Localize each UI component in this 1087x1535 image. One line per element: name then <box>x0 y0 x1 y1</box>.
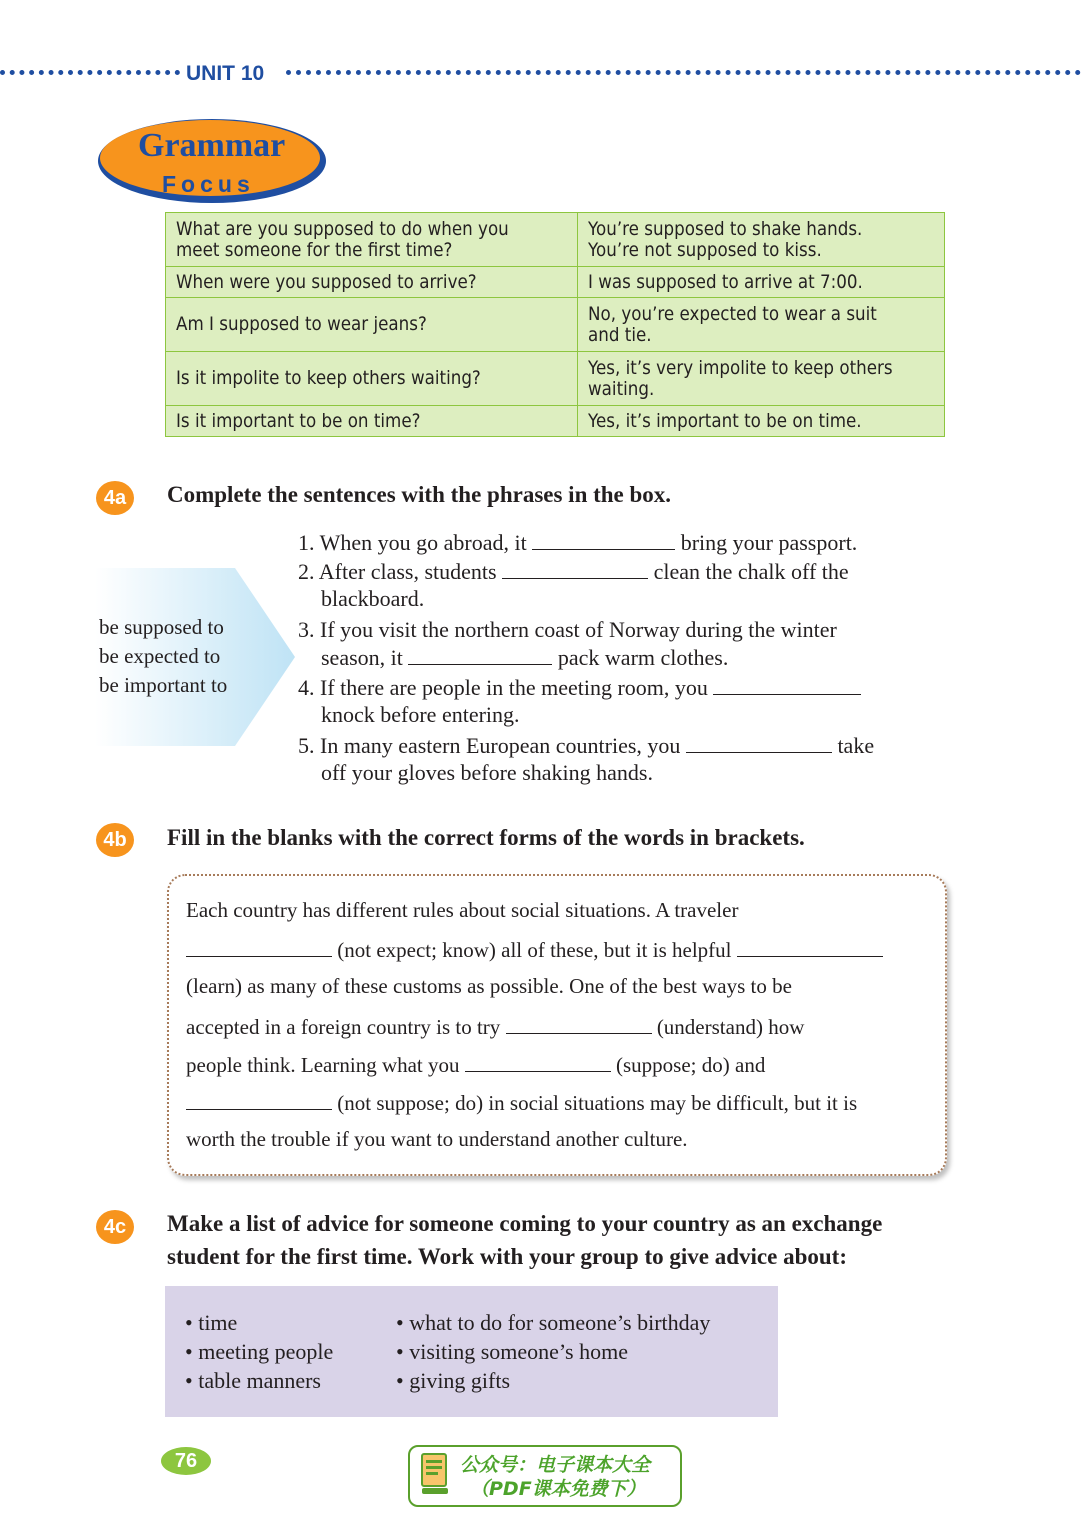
table-cell-question <box>166 267 578 298</box>
watermark-line2: （PDF课本免费下） <box>470 1478 646 1500</box>
page-number: 76 <box>161 1447 211 1475</box>
exercise-4c-instruction-line1: Make a list of advice for someone coming to your country as an exchange <box>167 1211 883 1236</box>
exercise-4b-marker: 4b <box>96 823 134 857</box>
cell-line: Yes, it’s important to be on time. <box>587 409 862 432</box>
sentence-text: take <box>837 733 875 758</box>
topic-item: • giving gifts <box>396 1368 511 1393</box>
table-cell-answer <box>577 267 944 298</box>
phrase-item: be important to <box>99 673 228 697</box>
passage-line <box>186 936 883 963</box>
topic-item: • time <box>185 1310 238 1335</box>
passage-text: (not expect; know) all of these, but it is helpful <box>337 938 732 962</box>
table-row <box>166 352 945 406</box>
phrase-item: be supposed to <box>99 615 224 639</box>
topic-item: • what to do for someone’s birthday <box>396 1310 711 1335</box>
exercise-4a-instruction: Complete the sentences with the phrases in the box. <box>167 482 672 507</box>
table-row <box>166 213 945 267</box>
answer-blank[interactable] <box>186 936 332 957</box>
answer-blank[interactable] <box>408 644 552 665</box>
header-dots-right <box>286 70 1081 75</box>
sentence-1 <box>298 528 857 557</box>
passage-text: people think. Learning what you <box>186 1053 460 1077</box>
sentence-text: pack warm clothes. <box>557 645 729 670</box>
exercise-4c-instruction-line2: student for the first time. Work with your group to give advice about: <box>167 1244 847 1269</box>
cell-line: I was supposed to arrive at 7:00. <box>587 270 863 293</box>
sentence-text: 1. When you go abroad, it <box>298 530 527 555</box>
watermark-line1: 公众号：电子课本大全 <box>460 1454 651 1476</box>
passage-text: accepted in a foreign country is to try <box>186 1015 501 1039</box>
answer-blank[interactable] <box>186 1089 332 1110</box>
cell-line: Is it important to be on time? <box>176 409 421 432</box>
sentence-5 <box>298 731 874 760</box>
grammar-title: Grammar <box>138 127 286 164</box>
cell-line: waiting. <box>587 377 655 400</box>
book-icon <box>420 1452 450 1496</box>
table-row <box>166 267 945 298</box>
sentence-text: 2. After class, students <box>298 559 497 584</box>
answer-blank[interactable] <box>713 674 861 695</box>
sentence-text: bring your passport. <box>680 530 858 555</box>
sentence-continuation: blackboard. <box>321 586 425 611</box>
sentence-continuation: off your gloves before shaking hands. <box>321 760 653 785</box>
answer-blank[interactable] <box>532 529 675 550</box>
answer-blank[interactable] <box>737 936 883 957</box>
header-dots-left <box>0 70 180 75</box>
phrase-item: be expected to <box>99 644 221 668</box>
table-cell-question <box>166 298 578 352</box>
answer-blank[interactable] <box>686 732 832 753</box>
sentence-2 <box>298 557 849 586</box>
table-cell-answer <box>577 213 944 267</box>
passage-line <box>186 1051 765 1078</box>
exercise-4b-instruction: Fill in the blanks with the correct forms of the words in brackets. <box>167 825 805 850</box>
table-cell-question <box>166 406 578 437</box>
table-cell-answer <box>577 298 944 352</box>
cell-line: You’re not supposed to kiss. <box>587 238 822 261</box>
sentence-text: clean the chalk off the <box>653 559 849 584</box>
cell-line: Am I supposed to wear jeans? <box>176 313 427 335</box>
passage-text: (not suppose; do) in social situations may be difficult, but it is <box>337 1091 858 1115</box>
cell-line: Is it impolite to keep others waiting? <box>176 367 481 389</box>
answer-blank[interactable] <box>502 558 648 579</box>
cell-line: You’re supposed to shake hands. <box>587 217 863 240</box>
cell-line: No, you’re expected to wear a suit <box>587 302 877 325</box>
sentence-text: season, it <box>321 645 403 670</box>
cell-line: and tie. <box>587 323 652 346</box>
passage-line <box>186 1089 857 1116</box>
answer-blank[interactable] <box>465 1051 611 1072</box>
exercise-4a-marker: 4a <box>96 481 134 515</box>
grammar-table <box>165 212 945 437</box>
table-cell-question <box>166 352 578 406</box>
table-row <box>166 406 945 437</box>
unit-label: UNIT 10 <box>186 62 265 85</box>
topic-item: • table manners <box>185 1368 321 1393</box>
sentence-text: 4. If there are people in the meeting room, you <box>298 675 708 700</box>
sentence-continuation: knock before entering. <box>321 702 520 727</box>
passage-text: (understand) how <box>656 1015 805 1039</box>
cell-line: meet someone for the first time? <box>176 238 453 261</box>
cell-line: Yes, it’s very impolite to keep others <box>587 356 893 379</box>
passage-line: Each country has different rules about social situations. A traveler <box>186 898 739 922</box>
topic-item: • meeting people <box>185 1339 334 1364</box>
passage-text: (suppose; do) and <box>616 1053 766 1077</box>
sentence-3-continuation <box>321 644 728 671</box>
sentence-text: 5. In many eastern European countries, you <box>298 733 681 758</box>
grammar-subtitle: Focus <box>162 171 255 197</box>
exercise-4c-marker: 4c <box>96 1210 134 1244</box>
sentence-3: 3. If you visit the northern coast of Norway during the winter <box>298 617 837 642</box>
table-cell-answer <box>577 352 944 406</box>
cell-line: When were you supposed to arrive? <box>176 270 477 293</box>
table-cell-answer <box>577 406 944 437</box>
table-cell-question <box>166 213 578 267</box>
passage-line <box>186 1013 804 1040</box>
passage-line: worth the trouble if you want to understand another culture. <box>186 1127 688 1151</box>
table-row <box>166 298 945 352</box>
sentence-4 <box>298 673 861 702</box>
passage-line: (learn) as many of these customs as possible. One of the best ways to be <box>186 974 792 998</box>
topic-item: • visiting someone’s home <box>396 1339 628 1364</box>
answer-blank[interactable] <box>506 1013 652 1034</box>
cell-line: What are you supposed to do when you <box>176 217 509 240</box>
